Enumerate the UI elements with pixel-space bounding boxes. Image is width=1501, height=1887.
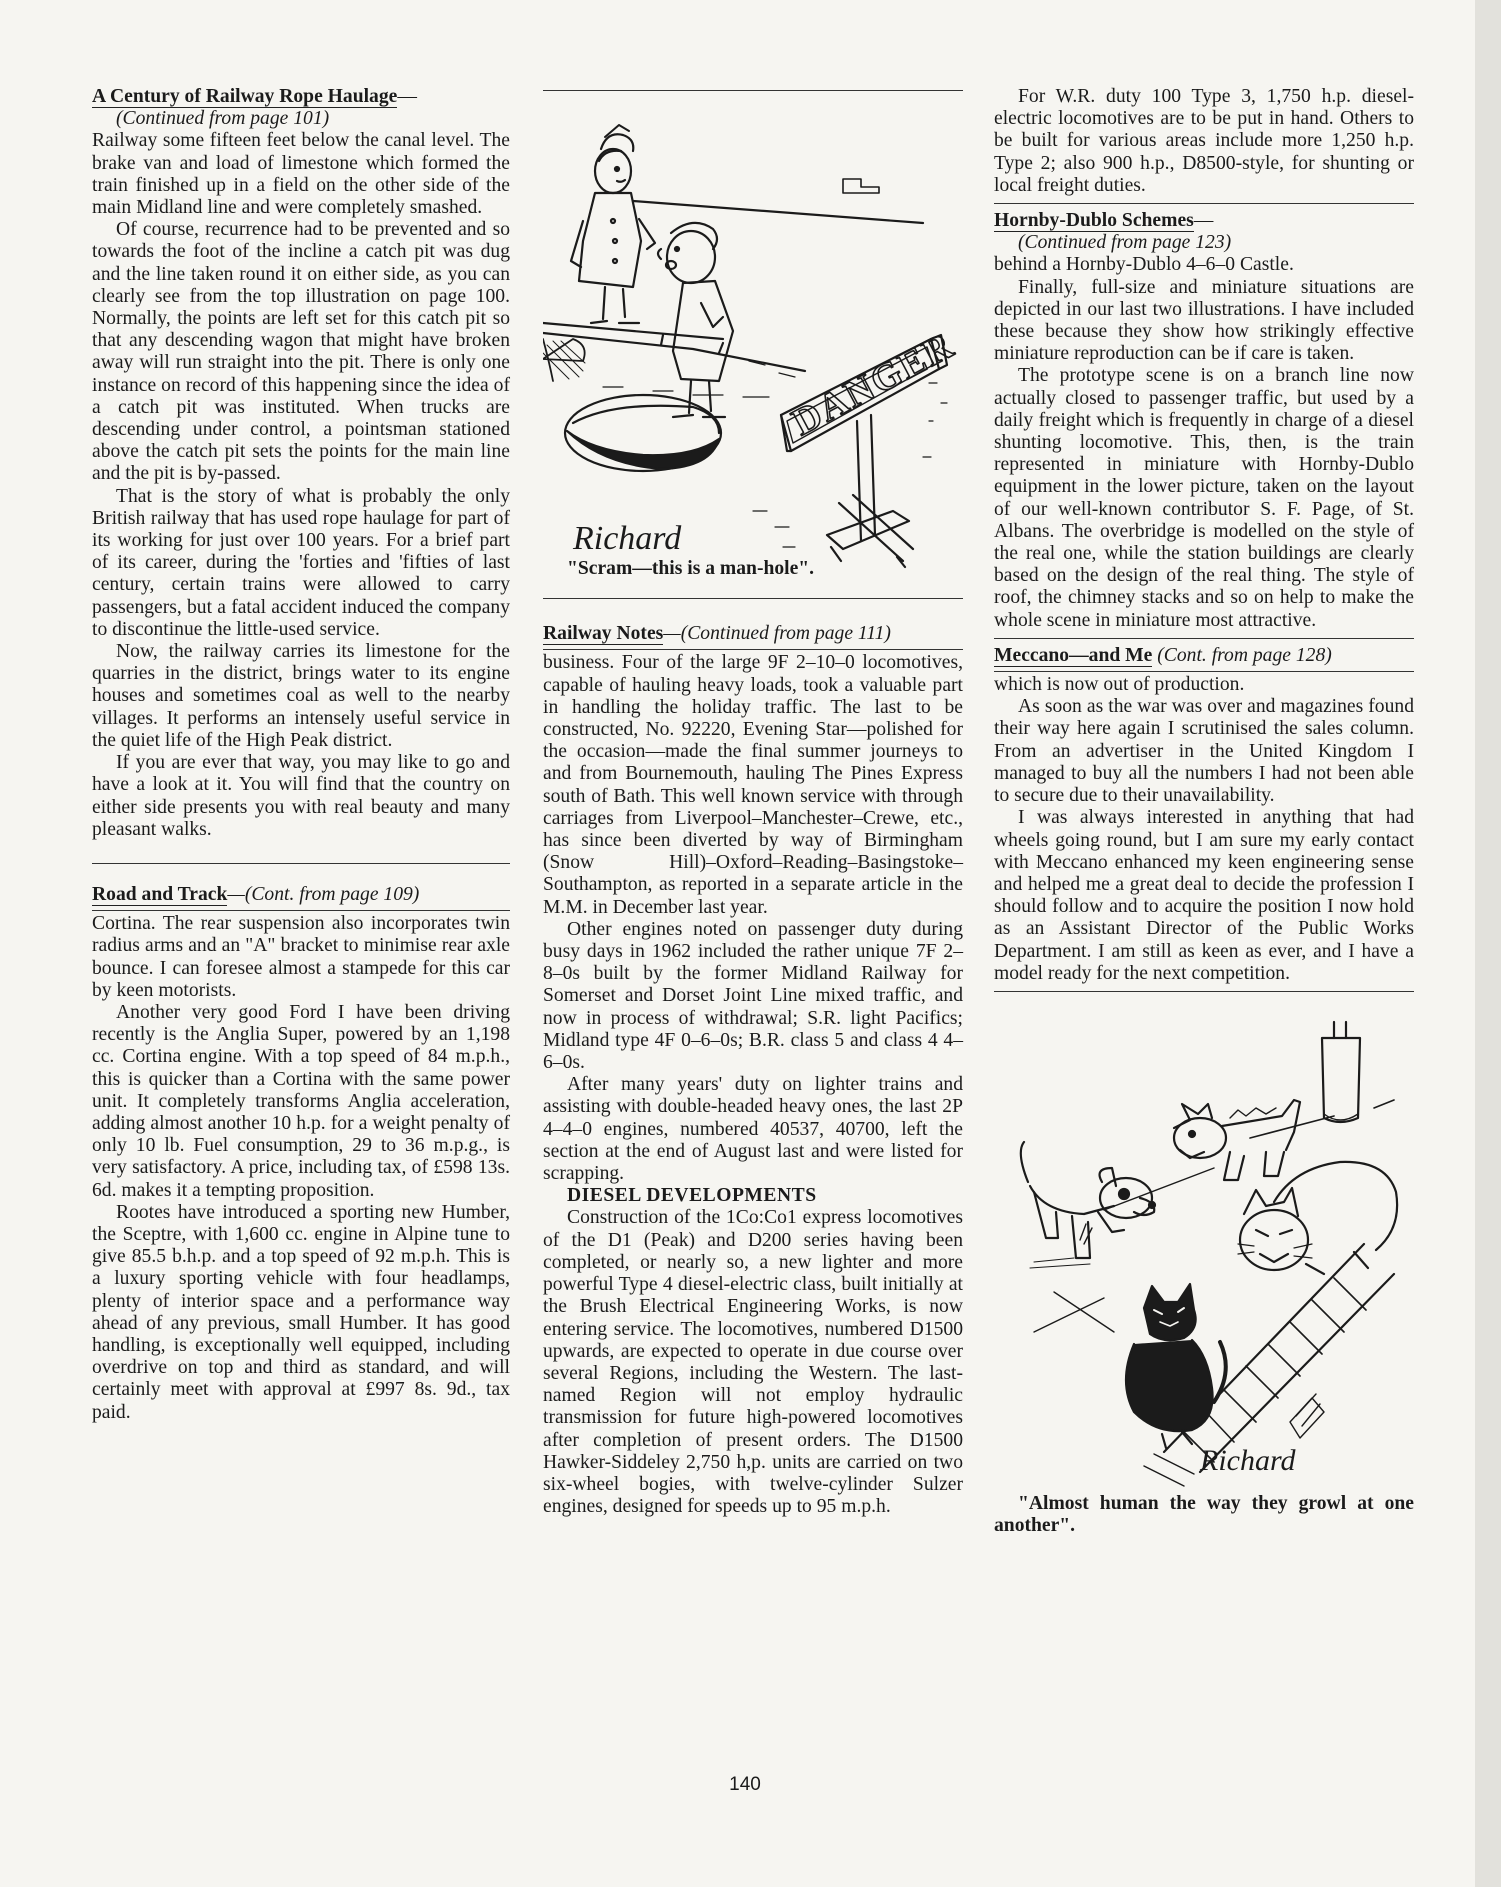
section-divider [543,598,963,599]
cartoon-signature: Richard [573,520,682,557]
paragraph: Finally, full-size and miniature situations are depicted in our last two illustrations. I have included these because they show how strikingly effective miniature reproduction can be if care is taken. [994,276,1414,365]
page-edge-shadow [1475,0,1501,1887]
road-track-continued: —(Cont. from page 109) [227,883,420,905]
danger-sign-text: DANGER [785,323,962,444]
column-left [92,86,510,1424]
section-divider [994,203,1414,204]
paragraph: Rootes have introduced a sporting new Humber, the Sceptre, with 1,600 cc. engine in Alpine tune to give 85.5 b.h.p. and a top speed of 92 m.p.h. This is a luxury sporting vehicle with four headlamps, plenty of interior space and a performance way ahead of any previous, small Humber. It has good handling, is exceptionally well equipped, including overdrive on top and third as standard, and will certainly meet with approval at £997 8s. 9d., tax paid. [92,1201,510,1423]
paragraph: Now, the railway carries its limestone for the quarries in the district, brings water to its engine houses and sometimes coal as well to the nearby villages. It performs an intensely useful service in the quiet life of the High Peak district. [92,641,510,751]
meccano-heading [994,645,1414,667]
paragraph: That is the story of what is probably the only British railway that has used rope haulage for part of its working for just over 100 years. For a brief part of its career, during the 'forties and 'fifties of last century, certain trains were allowed to carry passengers, but a fatal accident induced the company to discontinue the little-used service. [92,485,510,640]
hornby-dublo-heading [994,210,1414,232]
hornby-dublo-title: Hornby-Dublo Schemes [994,210,1194,232]
dog-cat-cartoon-caption: "Almost human the way they growl at one another". [994,1492,1414,1537]
paragraph: If you are ever that way, you may like to go and have a look at it. You will find that the country on either side presents you with real beauty and many pleasant walks. [92,752,510,840]
road-track-heading [92,884,510,906]
paragraph: which is now out of production. [994,674,1245,696]
paragraph: Another very good Ford I have been driving recently is the Anglia Super, powered by an 1,198 cc. Cortina engine. With a top speed of 84 m.p.h., this is quicker than a Cortina with the same power unit. It completely transforms Anglia acceleration, adding almost another 10 h.p. for a weight penalty of only 10 lb. Fuel consumption, 29 to 36 m.p.g., is very satisfactory. A price, including tax, of £598 13s. 6d. makes it a tempting proposition. [92,1001,510,1201]
hornby-dublo-continued: (Continued from page 123) [1018,232,1232,254]
section-divider [92,863,510,864]
paragraph: I was always interested in anything that had wheels going round, but I am sure my early contact with Meccano enhanced my keen engineering sense and helped me a great deal to decide the profession I should follow and to acquire the position I now hold as an Assistant Director of the Public Works Department. I am still as keen as ever, and I have a model ready for the next competition. [994,807,1414,984]
cartoon-signature: Richard [1200,1443,1296,1477]
heading-rule [543,649,963,650]
paragraph: After many years' duty on lighter trains and assisting with double-headed heavy ones, the last 2P 4–4–0 engines, numbered 40537, 40700, left the section at the end of August last and were listed for scrapping. [543,1074,963,1185]
railway-notes-continued: —(Continued from page 111) [663,623,891,645]
heading-rule [994,671,1414,672]
manhole-cartoon-drawing [543,91,963,571]
paragraph: business. Four of the large 9F 2–10–0 locomotives, capable of hauling heavy loads, took a valuable part in handling the holiday traffic. The last to be constructed, No. 92220, Evening Star—polished for the occasion—made the final summer journeys to and from Bournemouth, hauling The Pines Express south of Bath. This well known service with through carriages from Liverpool–Manchester–Crewe, etc., has since been diverted by way of Birmingham (Snow Hill)–Oxford–Reading–Basingstoke–Southampton, as reported in a separate article in the M.M. in December last year. [543,652,963,918]
heading-rule [92,910,510,911]
manhole-cartoon-caption: "Scram—this is a man-hole". [567,558,815,579]
paragraph: behind a Hornby-Dublo 4–6–0 Castle. [994,254,1294,276]
paragraph: Construction of the 1Co:Co1 express locomotives of the D1 (Peak) and D200 series having been completed, or nearly so, a new lighter and more powerful Type 4 diesel-electric class, built initially at the Brush Electrical Engineering Works, is now entering service. The locomotives, numbered D1500 upwards, are expected to operate in due course over several Regions, including the Western. The last-named Region will not employ hydraulic transmission for future high-powered locomotives after completion of present orders. The D1500 Hawker-Siddeley 2,750 h,p. units are carried on two six-wheel bogies, with twelve-cylinder Sulzer engines, designed for speeds up to 95 m.p.h. [543,1207,963,1518]
paragraph: As soon as the war was over and magazines found their way here again I scrutinised the sales column. From an advertiser in the United Kingdom I managed to buy all the numbers I had not been able to secure due to their unavailability. [994,696,1414,807]
rope-haulage-continued: (Continued from page 101) [116,108,330,130]
column-middle [543,86,963,1518]
section-divider [994,638,1414,639]
railway-notes-title: Railway Notes [543,623,664,645]
rope-haulage-heading [92,86,510,108]
paragraph: Railway some fifteen feet below the canal level. The brake van and load of limestone which formed the train finished up in a field on the other side of the main Midland line and were completely smashed. [92,130,510,219]
road-track-title: Road and Track [92,883,228,905]
meccano-title: Meccano—and Me [994,644,1153,666]
page-number: 140 [729,1774,761,1795]
meccano-continued: (Cont. from page 128) [1157,644,1332,666]
railway-notes-heading [543,623,963,645]
paragraph: For W.R. duty 100 Type 3, 1,750 h.p. diesel-electric locomotives are to be put in hand. Others to be built for various areas include more 1,250 h.p. Type 2; also 900 h.p., D8500-style, for shunting or local freight duties. [994,86,1414,196]
manhole-cartoon [543,91,963,580]
column-right [994,86,1414,1537]
diesel-developments-subhead: DIESEL DEVELOPMENTS [567,1185,817,1207]
rope-haulage-title: A Century of Railway Rope Haulage [92,86,398,107]
paragraph: Other engines noted on passenger duty during busy days in 1962 included the rather unique 7F 2–8–0s built by the former Midland Railway for Somerset and Dorset Joint Line mixed traffic, and now in process of withdrawal; S.R. light Pacifics; Midland type 4F 0–6–0s; B.R. class 5 and class 4 4–6–0s. [543,918,963,1074]
dog-cat-cartoon-drawing [994,992,1414,1492]
paragraph: Of course, recurrence had to be prevented and so towards the foot of the incline a catch pit was dug and the line taken round it on either side, as you can clearly see from the top illustration on page 100. Normally, the points are left set for this catch pit so that any descending wagon that might have broken away will run straight into the pit. There is only one instance on record of this happening since the idea of a catch pit was instituted. When trucks are descending under control, a pointsman stationed above the catch pit sets the points for the main line and the pit is by-passed. [92,219,510,485]
paragraph: The prototype scene is on a branch line now actually closed to passenger traffic, but used by a daily freight which is frequently in charge of a diesel shunting locomotive. This, then, is the train represented in miniature with Hornby-Dublo equipment in the lower picture, taken on the layout of our well-known contributor S. F. Page, of St. Albans. The overbridge is modelled on the style of the real one, while the station buildings are clearly based on the design of the real thing. The style of roof, the chimney stacks and so on help to make the whole scene in miniature most attractive. [994,365,1414,631]
paragraph: Cortina. The rear suspension also incorporates twin radius arms and an "A" bracket to minimise rear axle bounce. I can foresee almost a stampede for this car by keen motorists. [92,913,510,1001]
dog-cat-cartoon [994,992,1414,1537]
rope-haulage-dash: — [397,86,417,107]
hornby-dublo-dash: — [1193,210,1214,232]
